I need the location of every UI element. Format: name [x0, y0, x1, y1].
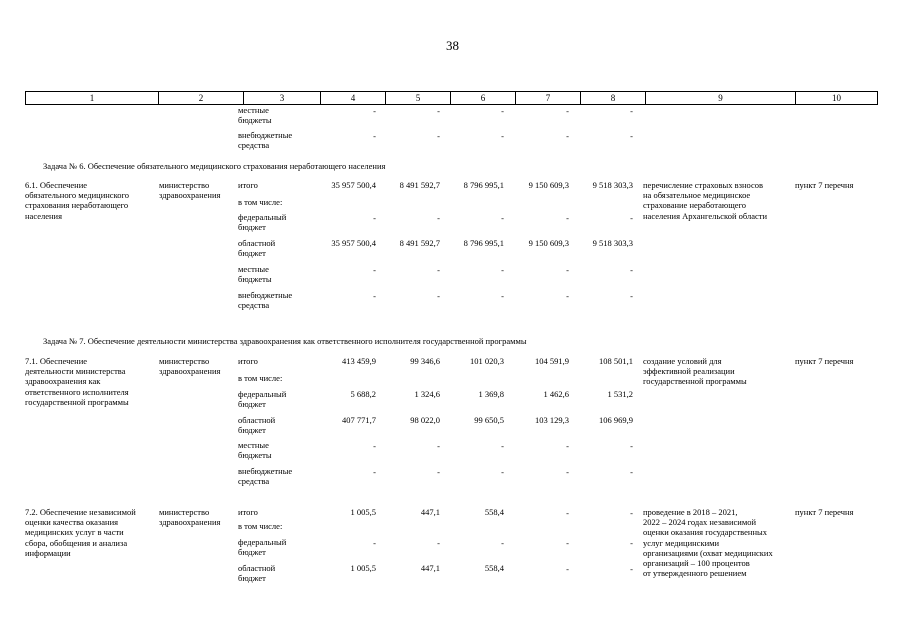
task71-value-0-2: 101 020,3	[470, 356, 504, 366]
cont-value-1-4: -	[630, 131, 633, 141]
cont-value-1-2: -	[501, 131, 504, 141]
cont-label-1: внебюджетные средства	[238, 130, 293, 151]
task6-value-4-4: -	[630, 265, 633, 275]
task6-value-3-4: 9 518 303,3	[592, 238, 633, 248]
task6-value-2-2: -	[501, 213, 504, 223]
task6-label-2: федеральный бюджет	[238, 212, 287, 233]
header-col-9: 9	[646, 92, 796, 104]
cont-value-0-1: -	[437, 106, 440, 116]
header-col-1: 1	[26, 92, 159, 104]
task72-value-2-3: -	[566, 538, 569, 548]
task71-value-2-4: 1 531,2	[607, 389, 633, 399]
task71-item-name: 7.1. Обеспечение деятельности министерства здравоохранения как ответственного исполнителя государственной программы	[25, 356, 129, 407]
task6-value-2-4: -	[630, 213, 633, 223]
task72-value-3-0: 1 005,5	[350, 563, 376, 573]
task71-value-0-1: 99 346,6	[410, 356, 440, 366]
task72-value-0-3: -	[566, 508, 569, 518]
task72-value-2-2: -	[501, 538, 504, 548]
task72-item-name: 7.2. Обеспечение независимой оценки качества оказания медицинских услуг в части сбора, обобщения и анализа информации	[25, 507, 136, 558]
task6-value-0-1: 8 491 592,7	[399, 180, 440, 190]
task71-value-4-3: -	[566, 441, 569, 451]
task6-label-4: местные бюджеты	[238, 264, 272, 285]
task71-value-0-3: 104 591,9	[535, 356, 569, 366]
task72-result: проведение в 2018 – 2021, 2022 – 2024 годах независимой оценки оказания государственных услуг медицинскими организациями (охват медицинских организаций – 100 процентов от утвержденного решением	[643, 507, 773, 579]
page-number: 38	[446, 38, 459, 53]
task72-value-0-1: 447,1	[420, 507, 440, 517]
task71-value-2-2: 1 369,8	[478, 389, 504, 399]
cont-value-0-4: -	[630, 106, 633, 116]
task72-value-3-4: -	[630, 564, 633, 574]
task72-value-2-4: -	[630, 538, 633, 548]
task72-label-1: в том числе:	[238, 521, 283, 531]
task71-label-1: в том числе:	[238, 373, 283, 383]
header-col-6: 6	[451, 92, 516, 104]
task72-value-0-0: 1 005,5	[350, 507, 376, 517]
header-col-10: 10	[832, 93, 841, 103]
task6-value-2-3: -	[566, 213, 569, 223]
task71-value-5-2: -	[501, 467, 504, 477]
task6-value-2-1: -	[437, 213, 440, 223]
task6-value-5-3: -	[566, 291, 569, 301]
task6-item-name: 6.1. Обеспечение обязательного медицинского страхования неработающего населения	[25, 180, 130, 221]
task71-value-3-2: 99 650,5	[474, 415, 504, 425]
task71-label-2: федеральный бюджет	[238, 389, 287, 410]
header-col-2: 2	[159, 92, 244, 104]
task6-value-5-0: -	[373, 291, 376, 301]
task71-value-4-1: -	[437, 441, 440, 451]
task71-value-3-4: 106 969,9	[599, 415, 633, 425]
task72-value-0-2: 558,4	[484, 507, 504, 517]
cont-value-0-0: -	[373, 106, 376, 116]
task71-value-2-3: 1 462,6	[543, 389, 569, 399]
header-col-8: 8	[581, 92, 646, 104]
task6-value-0-0: 35 957 500,4	[331, 180, 376, 190]
header-col-5: 5	[386, 92, 451, 104]
header-col-4: 4	[321, 92, 386, 104]
task71-value-4-4: -	[630, 441, 633, 451]
header-col-7: 7	[516, 92, 581, 104]
task6-value-5-2: -	[501, 291, 504, 301]
table-header	[25, 91, 878, 105]
task71-value-5-0: -	[373, 467, 376, 477]
task6-value-5-4: -	[630, 291, 633, 301]
task6-value-5-1: -	[437, 291, 440, 301]
task72-value-2-0: -	[373, 538, 376, 548]
task71-result: создание условий для эффективной реализации государственной программы	[643, 356, 747, 387]
task6-label-5: внебюджетные средства	[238, 290, 293, 311]
header-col-3: 3	[244, 92, 321, 104]
task6-value-3-2: 8 796 995,1	[463, 238, 504, 248]
task6-value-4-2: -	[501, 265, 504, 275]
task72-value-3-3: -	[566, 564, 569, 574]
task6-value-3-1: 8 491 592,7	[399, 238, 440, 248]
task71-executor: министерство здравоохранения	[159, 356, 221, 377]
task72-label-0: итого	[238, 507, 258, 517]
task71-value-2-0: 5 688,2	[350, 389, 376, 399]
task71-value-3-1: 98 022,0	[410, 415, 440, 425]
task6-label-0: итого	[238, 180, 258, 190]
task71-value-5-4: -	[630, 467, 633, 477]
task71-value-4-0: -	[373, 441, 376, 451]
task6-value-4-0: -	[373, 265, 376, 275]
task71-value-3-0: 407 771,7	[342, 415, 376, 425]
task72-value-3-1: 447,1	[420, 563, 440, 573]
task71-value-0-0: 413 459,9	[342, 356, 376, 366]
cont-value-1-1: -	[437, 131, 440, 141]
task72-value-3-2: 558,4	[484, 563, 504, 573]
task71-value-0-4: 108 501,1	[599, 356, 633, 366]
task71-label-3: областной бюджет	[238, 415, 276, 436]
task71-value-5-3: -	[566, 467, 569, 477]
cont-value-1-0: -	[373, 131, 376, 141]
task72-label-2: федеральный бюджет	[238, 537, 287, 558]
task6-value-4-3: -	[566, 265, 569, 275]
task72-ref: пункт 7 перечня	[795, 507, 854, 517]
cont-value-0-3: -	[566, 106, 569, 116]
task72-executor: министерство здравоохранения	[159, 507, 221, 528]
cont-label-0: местные бюджеты	[238, 105, 272, 126]
task72-label-3: областной бюджет	[238, 563, 276, 584]
cont-value-1-3: -	[566, 131, 569, 141]
task6-title: Задача № 6. Обеспечение обязательного медицинского страхования неработающего населения	[43, 161, 386, 171]
cont-value-0-2: -	[501, 106, 504, 116]
task71-label-5: внебюджетные средства	[238, 466, 293, 487]
task71-label-0: итого	[238, 356, 258, 366]
task6-executor: министерство здравоохранения	[159, 180, 221, 201]
task6-value-0-3: 9 150 609,3	[528, 180, 569, 190]
task71-label-4: местные бюджеты	[238, 440, 272, 461]
task6-value-0-4: 9 518 303,3	[592, 180, 633, 190]
task72-value-0-4: -	[630, 508, 633, 518]
task6-label-3: областной бюджет	[238, 238, 276, 259]
task71-value-4-2: -	[501, 441, 504, 451]
task71-ref: пункт 7 перечня	[795, 356, 854, 366]
task6-value-3-0: 35 957 500,4	[331, 238, 376, 248]
task6-result: перечисление страховых взносов на обязательное медицинское страхование неработающего населения Архангельской области	[643, 180, 768, 221]
task6-label-1: в том числе:	[238, 197, 283, 207]
task6-value-0-2: 8 796 995,1	[463, 180, 504, 190]
task6-value-4-1: -	[437, 265, 440, 275]
task6-value-3-3: 9 150 609,3	[528, 238, 569, 248]
task6-ref: пункт 7 перечня	[795, 180, 854, 190]
task6-value-2-0: -	[373, 213, 376, 223]
task7-title: Задача № 7. Обеспечение деятельности министерства здравоохранения как ответственного исполнителя государственной программы	[43, 336, 527, 346]
task72-value-2-1: -	[437, 538, 440, 548]
task71-value-5-1: -	[437, 467, 440, 477]
task71-value-3-3: 103 129,3	[535, 415, 569, 425]
task71-value-2-1: 1 324,6	[414, 389, 440, 399]
